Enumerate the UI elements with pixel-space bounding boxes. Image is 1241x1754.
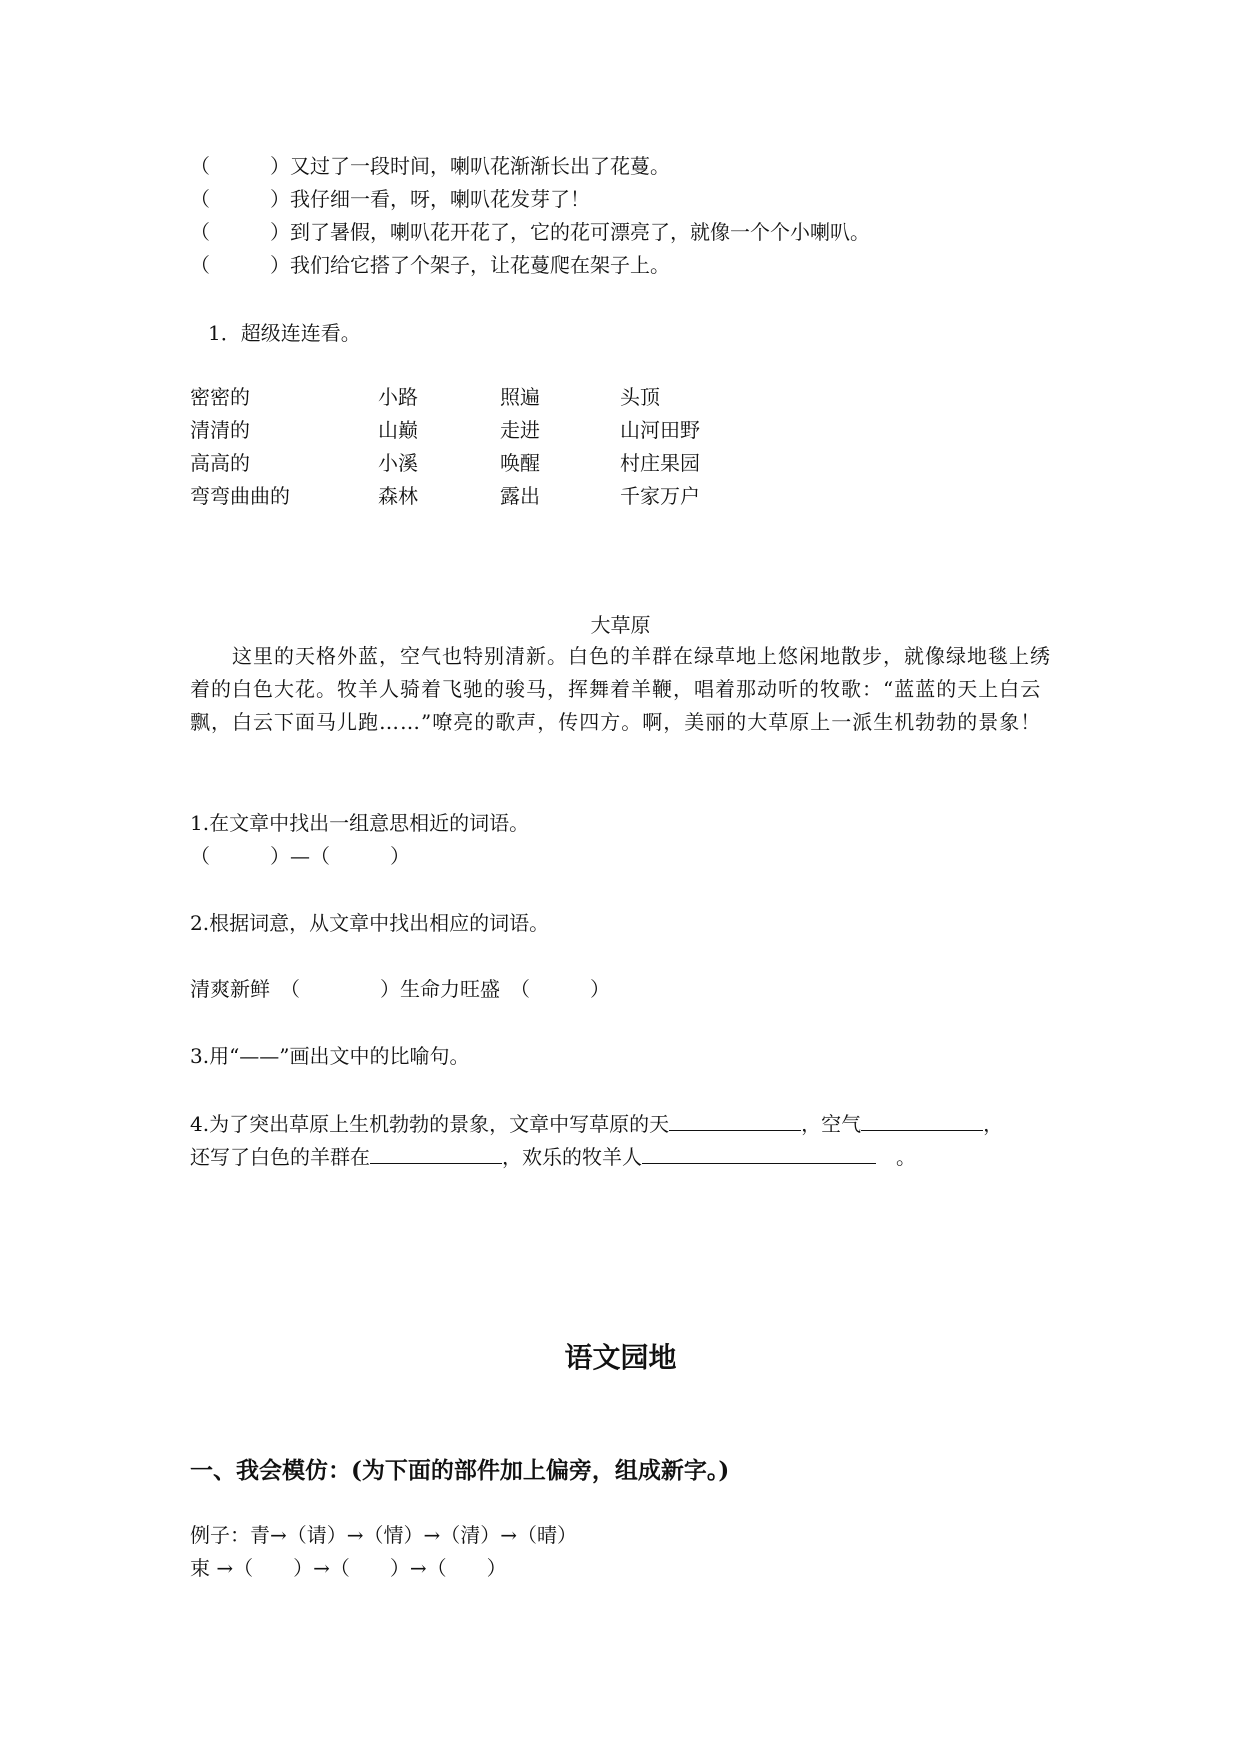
matching-col1-item: 弯弯曲曲的 — [190, 484, 290, 508]
question-4-text: 。 — [876, 1145, 916, 1169]
matching-col3-item: 唤醒 — [500, 451, 540, 475]
section-title: 语文园地 — [564, 1341, 677, 1374]
question-1-answer: （ ）—（ ） — [190, 844, 410, 868]
ordering-line-1: （ ）又过了一段时间，喇叭花渐渐长出了花蔓。 — [190, 154, 670, 178]
matching-col2-item: 森林 — [378, 484, 418, 508]
question-2: 2.根据词意，从文章中找出相应的词语。 — [190, 911, 550, 935]
section-heading: 一、我会模仿：(为下面的部件加上偏旁，组成新字。) — [190, 1457, 730, 1484]
matching-col3-item: 照遍 — [500, 385, 540, 409]
reading-title: 大草原 — [590, 613, 651, 637]
question-4-text: ， — [983, 1112, 1004, 1136]
matching-col4-item: 山河田野 — [620, 418, 700, 442]
matching-col2-item: 山巅 — [378, 418, 418, 442]
matching-col2-item: 小路 — [378, 385, 418, 409]
matching-col3-item: 走进 — [500, 418, 540, 442]
question-4-text: ，空气 — [801, 1112, 862, 1136]
question-4-text: ，欢乐的牧羊人 — [502, 1145, 642, 1169]
answer-blank[interactable] — [370, 1143, 502, 1164]
matching-col1-item: 清清的 — [190, 418, 250, 442]
question-4-line-1 — [190, 1110, 1003, 1137]
question-1: 1.在文章中找出一组意思相近的词语。 — [190, 811, 530, 835]
ordering-line-2: （ ）我仔细一看，呀，喇叭花发芽了！ — [190, 187, 590, 211]
matching-col4-item: 村庄果园 — [620, 451, 700, 475]
matching-col1-item: 高高的 — [190, 451, 250, 475]
matching-col4-item: 千家万户 — [620, 484, 700, 508]
ordering-line-3: （ ）到了暑假，喇叭花开花了，它的花可漂亮了，就像一个个小喇叭。 — [190, 220, 870, 244]
question-4-line-2 — [190, 1143, 916, 1170]
question-3: 3.用“——”画出文中的比喻句。 — [190, 1044, 470, 1068]
example-line: 例子：青→（请）→（情）→（清）→（晴） — [190, 1523, 578, 1547]
matching-col4-item: 头顶 — [620, 385, 660, 409]
matching-col2-item: 小溪 — [378, 451, 418, 475]
matching-col3-item: 露出 — [500, 484, 540, 508]
answer-blank[interactable] — [642, 1143, 876, 1164]
ordering-line-4: （ ）我们给它搭了个架子，让花蔓爬在架子上。 — [190, 253, 670, 277]
question-4-text: 4.为了突出草原上生机勃勃的景象，文章中写草原的天 — [190, 1112, 670, 1136]
matching-heading: 1．超级连连看。 — [208, 321, 361, 345]
answer-blank[interactable] — [669, 1110, 801, 1131]
exercise-line: 束 →（ ）→（ ）→（ ） — [190, 1556, 507, 1580]
question-4-text: 还写了白色的羊群在 — [190, 1145, 370, 1169]
answer-blank[interactable] — [861, 1110, 983, 1131]
question-2-line: 清爽新鲜 （ ）生命力旺盛 （ ） — [190, 977, 610, 1001]
matching-col1-item: 密密的 — [190, 385, 250, 409]
reading-passage: 这里的天格外蓝，空气也特别清新。白色的羊群在绿草地上悠闲地散步，就像绿地毯上绣着的白色大花。牧羊人骑着飞驰的骏马，挥舞着羊鞭，唱着那动听的牧歌：“蓝蓝的天上白云飘，白云下面马儿跑……”嘹亮的歌声，传四方。啊，美丽的大草原上一派生机勃勃的景象！ — [190, 644, 1051, 734]
